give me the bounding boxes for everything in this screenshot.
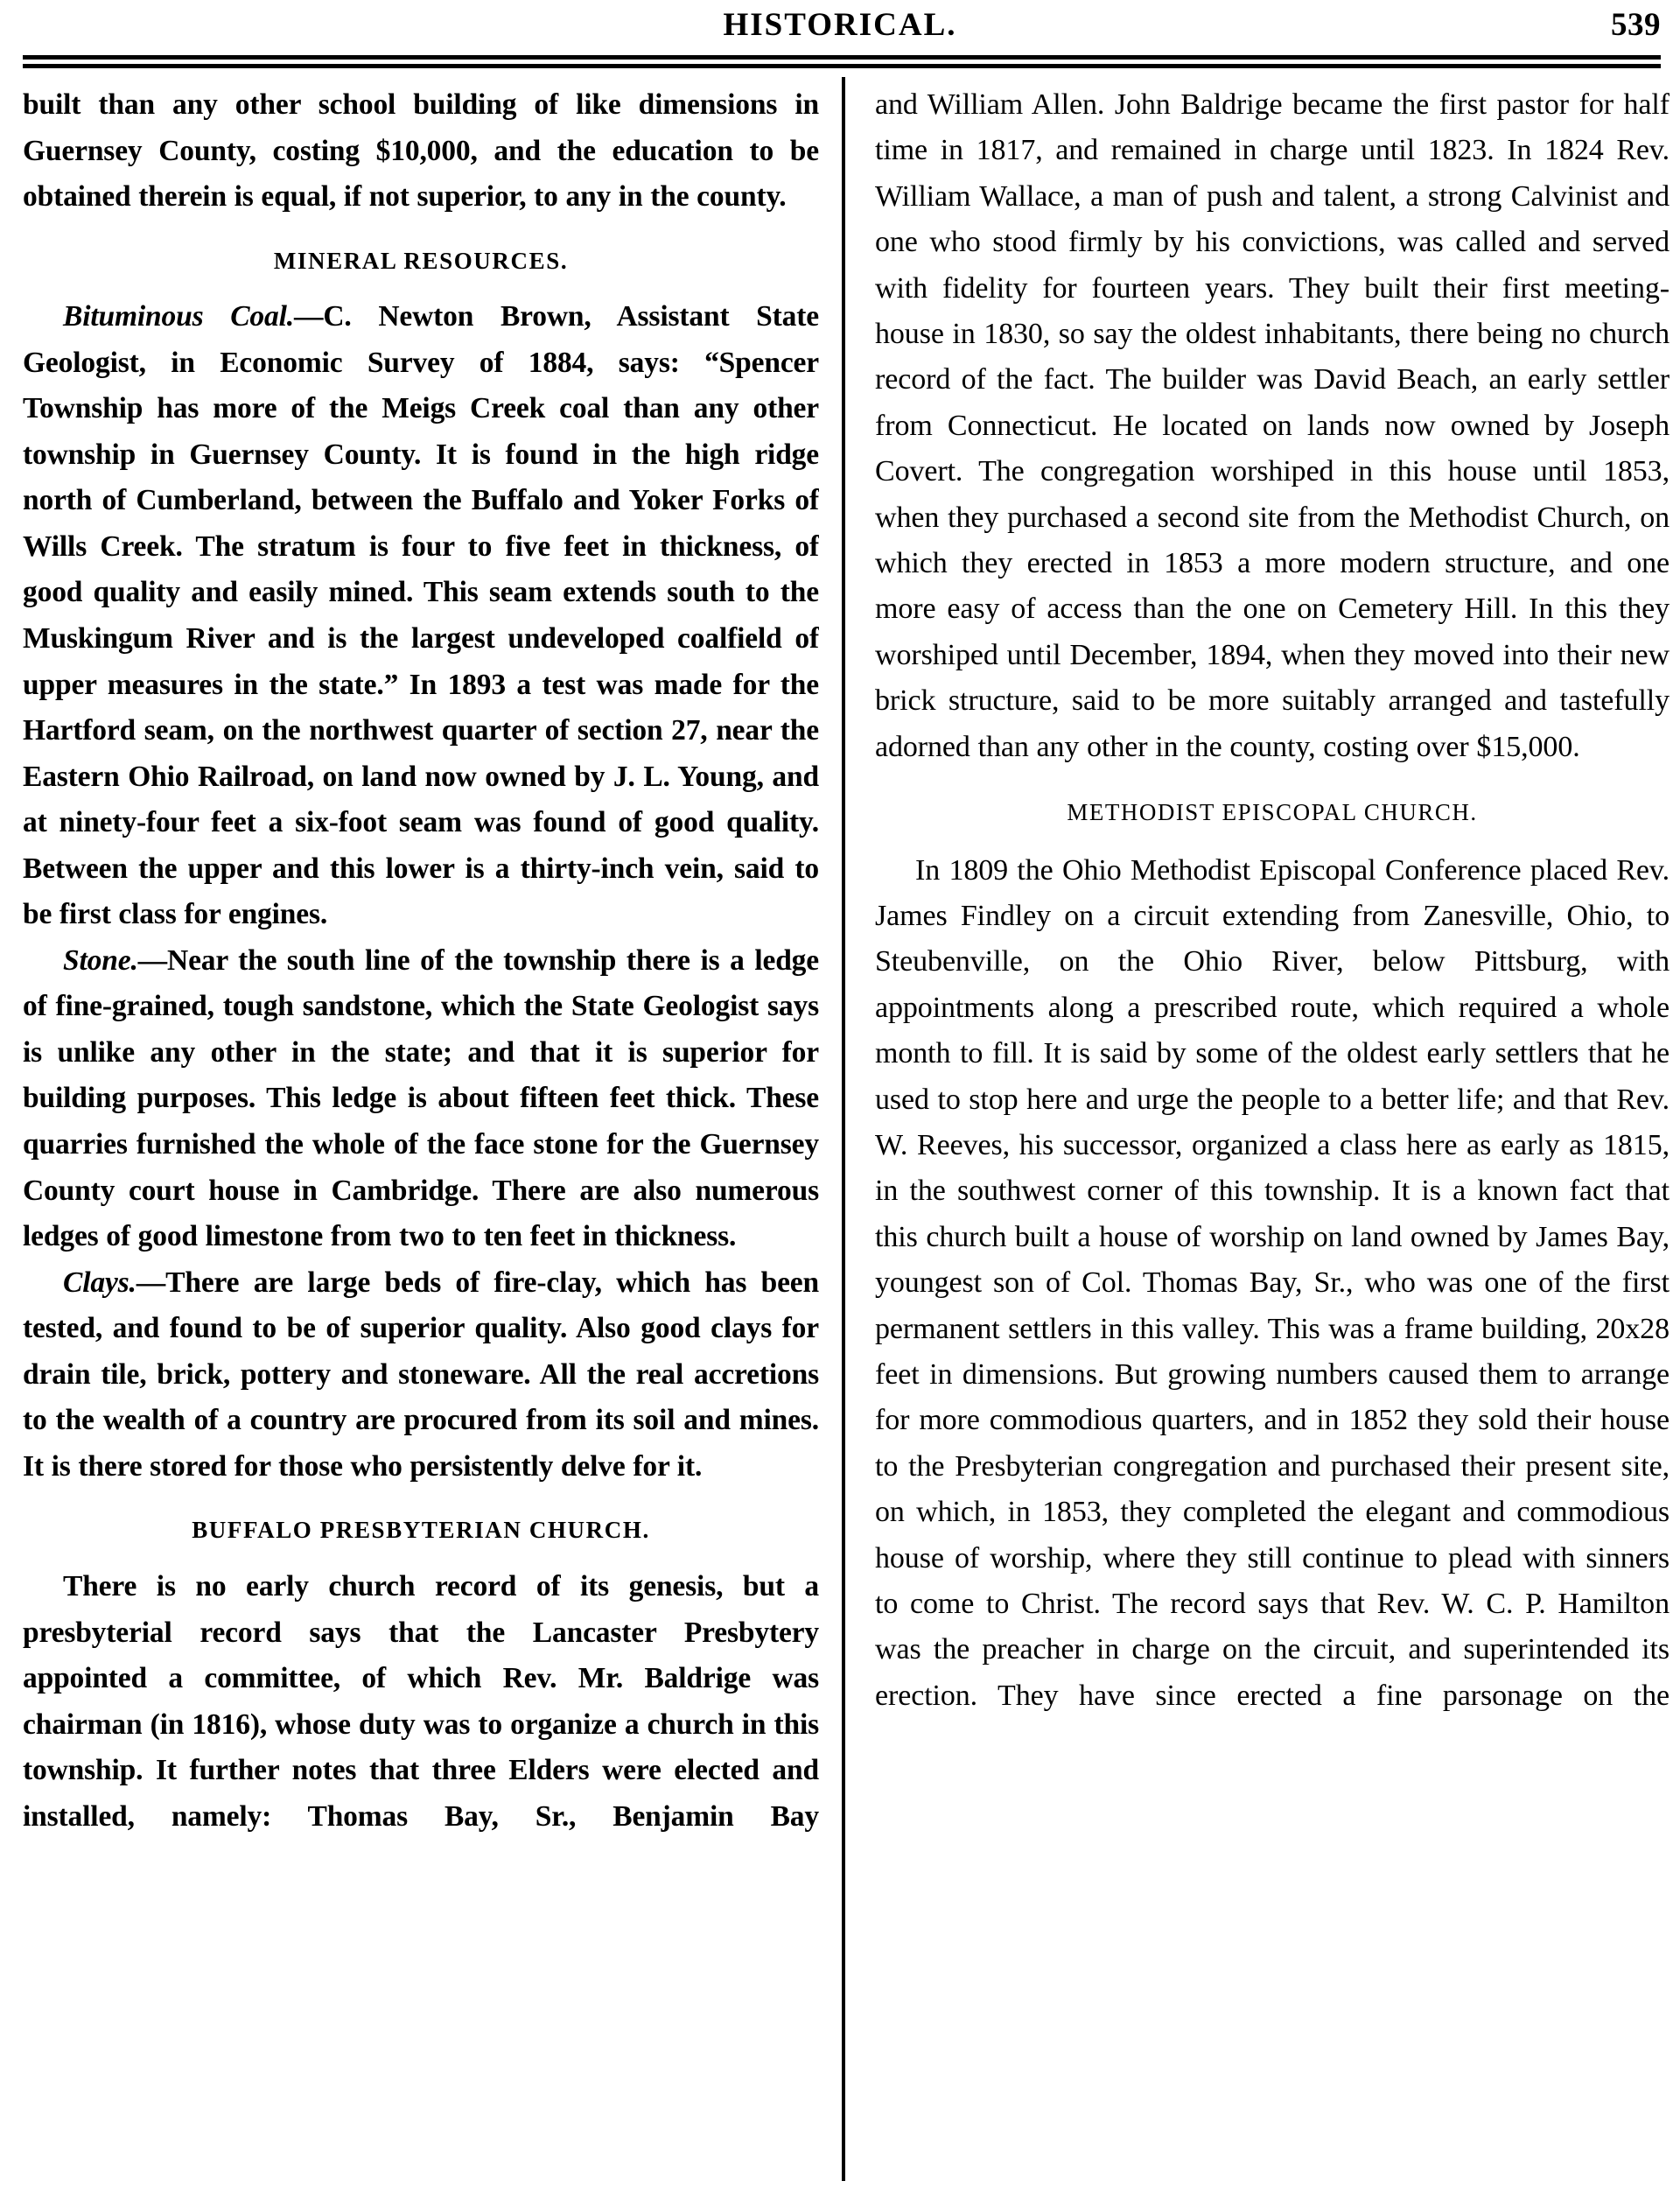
paragraph-stone — [23, 938, 819, 1260]
heading-buffalo-presbyterian-church: BUFFALO PRESBYTERIAN CHURCH. — [192, 1517, 650, 1544]
page-number: 539 — [1611, 7, 1661, 43]
two-column-body — [0, 82, 1680, 2188]
heading-methodist-episcopal-church: METHODIST EPISCOPAL CHURCH. — [1067, 799, 1478, 826]
paragraph-methodist-episcopal-church: In 1809 the Ohio Methodist Episcopal Conference placed Rev. James Findley on a circuit extending from Zanesville, Ohio, to Steubenville, on the Ohio River, below Pittsburg, with appointments along a prescribed route, which required a whole month to fill. It is said by some of the oldest early settlers that he used to stop here and urge the people to a better life; and that Rev. W. Reeves, his successor, organized a class here as early as 1815, in the southwest corner of this township. It is a known fact that this church built a house of worship on land owned by James Bay, youngest son of Col. Thomas Bay, Sr., who was one of the first permanent settlers in this valley. This was a frame building, 20x28 feet in dimensions. But growing numbers caused them to arrange for more commodious quarters, and in 1852 they sold their house to the Presbyterian congregation and purchased their present site, on which, in 1853, they completed the elegant and commodious house of worship, where they still continue to plead with sinners to come to Christ. The record says that Rev. W. C. P. Hamilton was the preacher in charge on the circuit, and superintended its erection. They have since erected a fine parsonage on the — [875, 853, 1670, 1712]
heading-mineral-resources: MINERAL RESOURCES. — [273, 247, 569, 274]
paragraph-bituminous-coal — [23, 294, 819, 938]
paragraph-buffalo-presbyterian-church: There is no early church record of its genesis, but a presbyterial record says that the Lancaster Presbytery appointed a committee, of which Rev. Mr. Baldrige was chairman (in 1816), whose duty was to organize a church in this township. It further notes that three Elders were elected and installed, namely: Thomas Bay, Sr., Benjamin Bay — [23, 1569, 819, 1833]
paragraph-bituminous-coal-body: —C. Newton Brown, Assistant State Geologist, in Economic Survey of 1884, says: “Spencer Township has more of the Meigs Creek coal than any other township in Guernsey County. It is found in the high ridge north of Cumberland, between the Buffalo and Yoker Forks of Wills Creek. The stratum is four to five feet in thickness, of good quality and easily mined. This seam extends south to the Muskingum River and is the largest undeveloped coalfield of upper measures in the state.” In 1893 a test was made for the Hartford seam, on the northwest quarter of section 27, near the Eastern Ohio Railroad, on land now owned by J. L. Young, and at ninety-four feet a six-foot seam was found of good quality. Between the upper and this lower is a thirty-inch vein, said to be first class for engines. — [23, 300, 819, 931]
runin-head-bituminous-coal: Bituminous Coal. — [63, 300, 295, 333]
header-rule-lower — [23, 64, 1661, 68]
paragraph-clays-body: —There are large beds of fire-clay, which has been tested, and found to be of superior quality. Also good clays for drain tile, brick, pottery and stoneware. All the real accretions to the wealth of a country are procured from its soil and mines. It is there stored for those who persistently delve for it. — [23, 1266, 819, 1483]
runin-head-clays: Clays. — [63, 1266, 136, 1299]
paragraph-school-building-continuation: built than any other school building of like dimensions in Guernsey County, costing $10,000, and the education to be obtained therein is equal, if not superior, to any in the county. — [23, 88, 819, 214]
running-header — [0, 5, 1680, 54]
runin-head-stone: Stone. — [63, 943, 138, 977]
running-head-title: HISTORICAL. — [723, 7, 957, 43]
paragraph-presbyterian-continuation: and William Allen. John Baldrige became the first pastor for half time in 1817, and remained in charge until 1823. In 1824 Rev. William Wallace, a man of push and talent, a strong Calvinist and one who stood firmly by his convictions, was called and served with fidelity for fourteen years. They built their first meeting-house in 1830, so say the oldest inhabitants, there being no church record of the fact. The builder was David Beach, an early settler from Connecticut. He located on lands now owned by Joseph Covert. The congregation worshiped in this house until 1853, when they purchased a second site from the Methodist Church, on which they erected in 1853 a more modern structure, and one more easy of access than the one on Cemetery Hill. In this they worshiped until December, 1894, when they moved into their new brick structure, said to be more suitably arranged and tastefully adorned than any other in the county, costing over $15,000. — [875, 88, 1670, 763]
header-rule-upper — [23, 55, 1661, 60]
paragraph-clays — [23, 1260, 819, 1490]
paragraph-stone-body: —Near the south line of the township there is a ledge of fine-grained, tough sandstone, which the State Geologist says is unlike any other in the state; and that it is superior for building purposes. This ledge is about fifteen feet thick. These quarries furnished the whole of the face stone for the Guernsey County court house in Cambridge. There are also numerous ledges of good limestone from two to ten feet in thickness. — [23, 943, 819, 1253]
left-text-column — [23, 82, 819, 2188]
right-text-column — [875, 82, 1670, 2188]
